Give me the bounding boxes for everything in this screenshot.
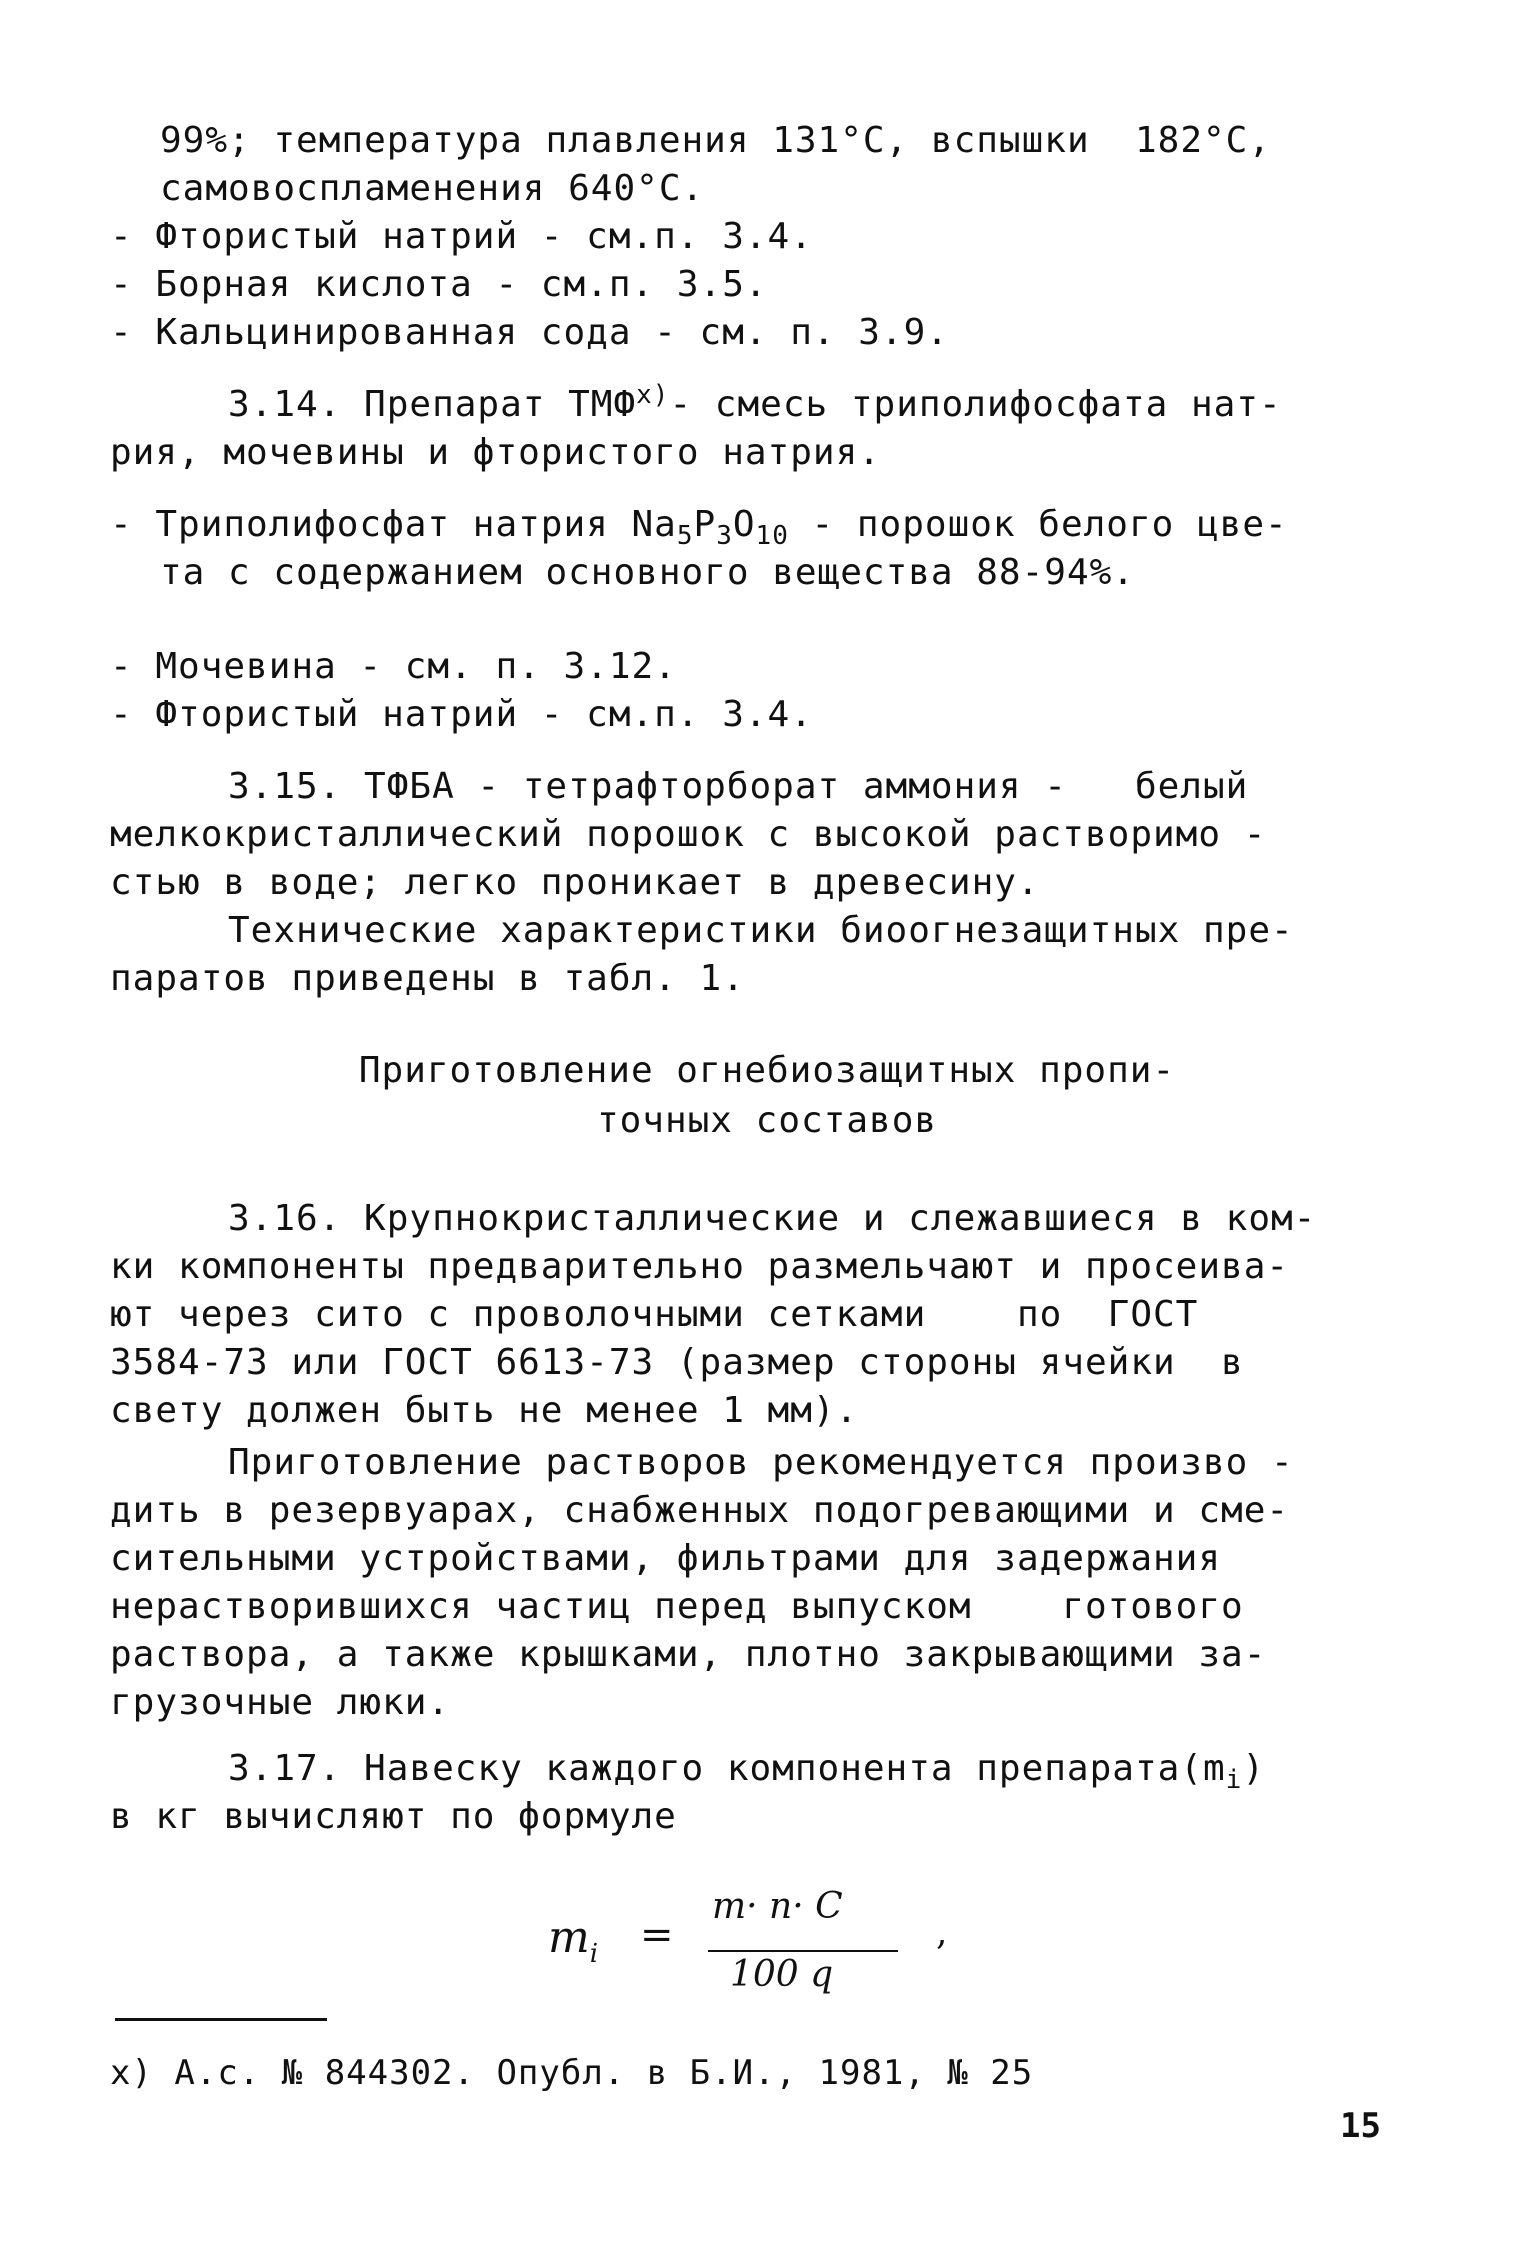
list-item: - Фтористый натрий - см.п. 3.4. <box>110 694 813 735</box>
section-heading: Приготовление огнебиозащитных пропи- <box>358 1050 1176 1091</box>
text-line: сительными устройствами, фильтрами для задержания <box>110 1538 1222 1579</box>
text-line: рия, мочевины и фтористого натрия. <box>110 432 881 473</box>
text-line: грузочные люки. <box>110 1682 451 1723</box>
section-heading: точных составов <box>596 1100 938 1141</box>
paragraph-preparation: Приготовление растворов рекомендуется произво - <box>228 1442 1294 1483</box>
text-line: та с содержанием основного вещества 88-94%. <box>160 552 1135 593</box>
text-line: мелкокристаллический порошок с высокой растворимо - <box>110 814 1267 855</box>
page-number: 15 <box>1340 2106 1381 2146</box>
text-line: паратов приведены в табл. 1. <box>110 958 745 999</box>
text-line: 3584-73 или ГОСТ 6613-73 (размер стороны ячейки в <box>110 1342 1244 1383</box>
text-line: раствора, а также крышками, плотно закрывающими за- <box>110 1634 1267 1675</box>
formula-equals: = <box>640 1912 674 1958</box>
text-line: стью в воде; легко проникает в древесину. <box>110 862 1040 903</box>
text-line: 99%; температура плавления 131°С, вспышки 182°С, <box>160 120 1272 161</box>
formula-trailing-comma: , <box>936 1912 948 1953</box>
text-line: самовоспламенения 640°С. <box>160 168 705 209</box>
text-line: ют через сито с проволочными сетками по ГОСТ <box>110 1294 1199 1335</box>
text-line: в кг вычисляют по формуле <box>110 1796 677 1837</box>
list-item: - Борная кислота - см.п. 3.5. <box>110 264 768 305</box>
list-item: - Фтористый натрий - см.п. 3.4. <box>110 216 813 257</box>
paragraph-3-14: 3.14. Препарат ТМФ$^{x)}$- смесь триполифосфата нат- <box>228 380 1282 425</box>
footnote: x) А.с. № 844302. Опубл. в Б.И., 1981, № 25 <box>110 2053 1034 2093</box>
footnote-separator <box>115 2018 327 2021</box>
paragraph-3-17: 3.17. Навеску каждого компонента $препарата(m_i)$ <box>228 1748 1265 1796</box>
text-line: свету должен быть не менее 1 мм). <box>110 1390 859 1431</box>
list-item: - Триполифосфат натрия $Na_5P_3O_{10}$ - порошок белого цве- <box>110 504 1288 552</box>
paragraph-3-15: 3.15. ТФБА - тетрафторборат аммония - белый <box>228 766 1249 807</box>
text-line: нерастворившихся частиц перед выпуском готового <box>110 1586 1244 1627</box>
formula-denominator: 100 q <box>730 1954 834 1995</box>
formula-numerator: m· n· C <box>712 1886 843 1927</box>
list-item: - Мочевина - см. п. 3.12. <box>110 646 677 687</box>
list-item: - Кальцинированная сода - см. п. 3.9. <box>110 312 949 353</box>
paragraph-3-16: 3.16. Крупнокристаллические и слежавшиеся в ком- <box>228 1198 1317 1239</box>
text-line: ки компоненты предварительно размельчают и просеива- <box>110 1246 1290 1287</box>
formula-lhs: $m_i$ <box>548 1912 599 1969</box>
fraction-bar <box>708 1950 898 1952</box>
text-line: дить в резервуарах, снабженных подогревающими и сме- <box>110 1490 1290 1531</box>
text-line: Технические характеристики биоогнезащитных пре- <box>228 910 1294 951</box>
